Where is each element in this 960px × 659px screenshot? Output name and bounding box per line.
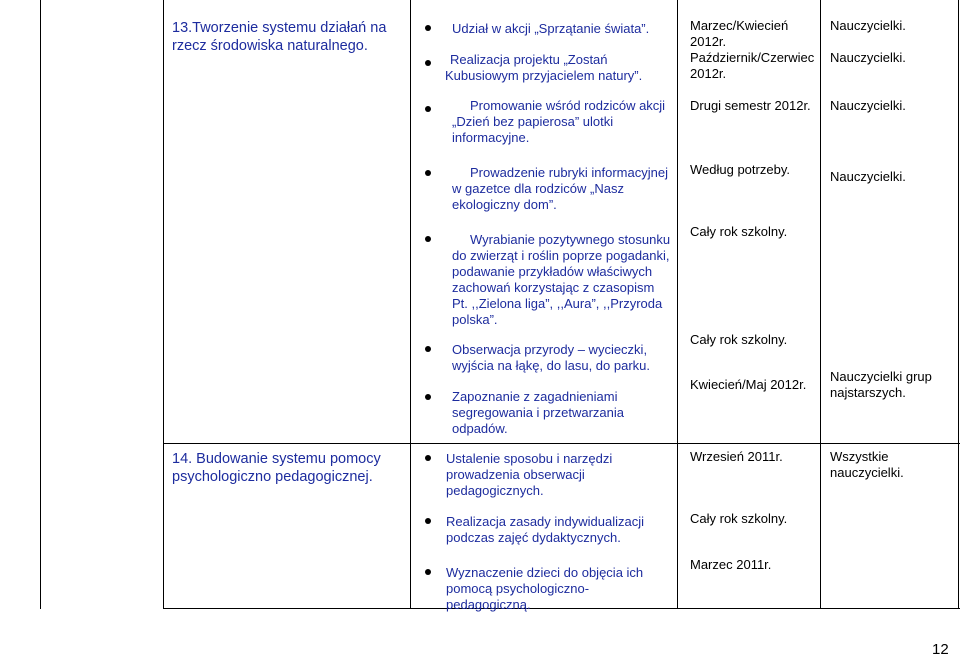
- table-border-left: [40, 0, 41, 609]
- row14-title: 14. Budowanie systemu pomocy psychologiczno pedagogicznej.: [172, 451, 381, 485]
- bullet-icon: [425, 170, 431, 176]
- row13-date-6: Cały rok szkolny.: [690, 332, 788, 347]
- table-border-right: [958, 0, 959, 609]
- column-divider-1: [163, 0, 164, 609]
- row14-item-2: Realizacja zasady indywidualizacji podczas zajęć dydaktycznych.: [446, 514, 644, 545]
- row13-date-1: Marzec/Kwiecień 2012r.: [690, 18, 789, 49]
- row14-date-3: Marzec 2011r.: [690, 557, 772, 572]
- row13-person-2: Nauczycielki.: [830, 50, 906, 65]
- row13-person-4: Nauczycielki.: [830, 169, 906, 184]
- row13-item-3: Promowanie wśród rodziców akcji „Dzień bez papierosa” ulotki informacyjne.: [452, 98, 666, 145]
- row13-date-4: Według potrzeby.: [690, 162, 790, 177]
- row13-person-1: Nauczycielki.: [830, 18, 906, 33]
- row13-date-5: Cały rok szkolny.: [690, 224, 788, 239]
- row14-item-3: Wyznaczenie dzieci do objęcia ich pomocą psychologiczno-pedagogiczną.: [446, 565, 644, 612]
- row14-item-1: Ustalenie sposobu i narzędzi prowadzenia obserwacji pedagogicznych.: [446, 451, 613, 498]
- column-divider-4: [820, 0, 821, 609]
- row13-date-2: Październik/Czerwiec 2012r.: [690, 50, 815, 81]
- row13-item-4: Prowadzenie rubryki informacyjnej w gazetce dla rodziców „Nasz ekologiczny dom”.: [452, 165, 668, 212]
- row14-date-1: Wrzesień 2011r.: [690, 449, 783, 464]
- row14-person-1: Wszystkie nauczycielki.: [830, 449, 904, 480]
- column-divider-2: [410, 0, 411, 609]
- bullet-icon: [425, 346, 431, 352]
- bullet-icon: [425, 455, 431, 461]
- row13-person-3: Nauczycielki.: [830, 98, 906, 113]
- row13-item-6: Obserwacja przyrody – wycieczki, wyjścia na łąkę, do lasu, do parku.: [452, 342, 650, 373]
- column-divider-3: [677, 0, 678, 609]
- bullet-icon: [425, 106, 431, 112]
- row13-item-1: Udział w akcji „Sprzątanie świata”.: [452, 21, 650, 36]
- row13-item-2: Realizacja projektu „Zostań Kubusiowym przyjacielem natury”.: [445, 52, 643, 83]
- bullet-icon: [425, 518, 431, 524]
- bullet-icon: [425, 569, 431, 575]
- bullet-icon: [425, 60, 431, 66]
- row13-item-7: Zapoznanie z zagadnieniami segregowania i przetwarzania odpadów.: [452, 389, 624, 436]
- row13-item-5: Wyrabianie pozytywnego stosunku do zwierząt i roślin poprze pogadanki, podawanie przykładów właściwych zachowań korzystając z czasopism Pt. ,,Zielona liga”, ,,Aura”, ,,Przyroda polska”.: [452, 232, 671, 327]
- row-divider: [163, 443, 960, 444]
- bullet-icon: [425, 25, 431, 31]
- row13-title: 13.Tworzenie systemu działań na rzecz środowiska naturalnego.: [172, 20, 387, 54]
- row13-person-5: Nauczycielki grup najstarszych.: [830, 369, 932, 400]
- row13-date-3: Drugi semestr 2012r.: [690, 98, 811, 113]
- bullet-icon: [425, 394, 431, 400]
- row13-date-7: Kwiecień/Maj 2012r.: [690, 377, 807, 392]
- bullet-icon: [425, 236, 431, 242]
- page-number: 12: [932, 641, 949, 658]
- row14-date-2: Cały rok szkolny.: [690, 511, 788, 526]
